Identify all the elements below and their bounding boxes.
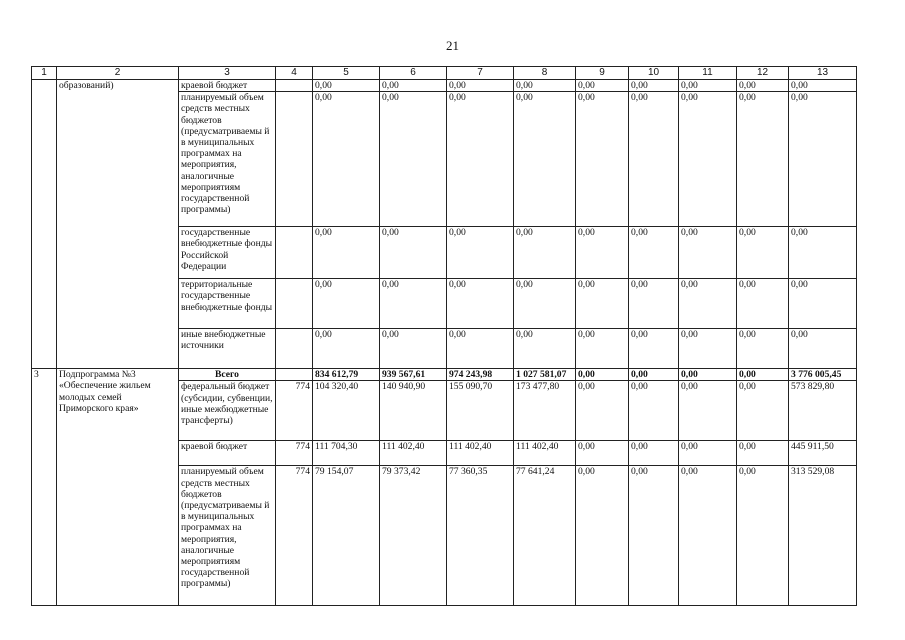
col-header: 3: [179, 67, 276, 80]
page-number: 21: [446, 38, 459, 53]
amount-cell: 0,00: [679, 381, 737, 441]
amount-cell: 0,00: [629, 381, 679, 441]
amount-cell: 173 477,80: [514, 381, 576, 441]
amount-cell: 0,00: [380, 80, 447, 92]
amount-cell: 0,00: [576, 466, 629, 606]
amount-cell: 0,00: [514, 80, 576, 92]
funding-source: территориальные государственные внебюджетные фонды: [179, 279, 276, 329]
amount-cell: 0,00: [514, 227, 576, 279]
col-header: 12: [737, 67, 789, 80]
amount-cell: 0,00: [576, 381, 629, 441]
funding-source: иные внебюджетные источники: [179, 329, 276, 369]
agency-code: 774: [276, 381, 313, 441]
amount-cell: 0,00: [629, 369, 679, 381]
amount-cell: 0,00: [313, 279, 380, 329]
amount-cell: 834 612,79: [313, 369, 380, 381]
col-header: 5: [313, 67, 380, 80]
amount-cell: 140 940,90: [380, 381, 447, 441]
amount-cell: 77 360,35: [447, 466, 514, 606]
amount-cell: 3 776 005,45: [789, 369, 857, 381]
agency-code: 774: [276, 441, 313, 466]
amount-cell: 0,00: [737, 279, 789, 329]
amount-cell: 79 154,07: [313, 466, 380, 606]
amount-cell: 111 402,40: [380, 441, 447, 466]
amount-cell: 0,00: [679, 227, 737, 279]
amount-cell: 313 529,08: [789, 466, 857, 606]
amount-cell: 0,00: [380, 329, 447, 369]
amount-cell: 0,00: [737, 227, 789, 279]
agency-code: [276, 329, 313, 369]
amount-cell: 0,00: [629, 329, 679, 369]
amount-cell: 974 243,98: [447, 369, 514, 381]
amount-cell: 111 704,30: [313, 441, 380, 466]
table-row: [32, 369, 857, 381]
amount-cell: 0,00: [629, 279, 679, 329]
amount-cell: 155 090,70: [447, 381, 514, 441]
amount-cell: 0,00: [737, 80, 789, 92]
amount-cell: 0,00: [789, 92, 857, 227]
table-row: [32, 80, 857, 92]
amount-cell: 573 829,80: [789, 381, 857, 441]
amount-cell: 0,00: [576, 441, 629, 466]
amount-cell: 0,00: [313, 227, 380, 279]
amount-cell: 0,00: [737, 381, 789, 441]
header-row: [32, 67, 857, 80]
amount-cell: 111 402,40: [447, 441, 514, 466]
amount-cell: 0,00: [737, 329, 789, 369]
col-header: 2: [57, 67, 179, 80]
amount-cell: 0,00: [576, 279, 629, 329]
agency-code: [276, 369, 313, 381]
amount-cell: 0,00: [380, 92, 447, 227]
amount-cell: 0,00: [313, 92, 380, 227]
amount-cell: 0,00: [789, 279, 857, 329]
amount-cell: 0,00: [576, 227, 629, 279]
col-header: 10: [629, 67, 679, 80]
amount-cell: 0,00: [447, 227, 514, 279]
amount-cell: 0,00: [313, 329, 380, 369]
amount-cell: 0,00: [737, 466, 789, 606]
agency-code: [276, 80, 313, 92]
amount-cell: 0,00: [447, 92, 514, 227]
amount-cell: 0,00: [576, 92, 629, 227]
amount-cell: 0,00: [679, 92, 737, 227]
col-header: 11: [679, 67, 737, 80]
amount-cell: 0,00: [679, 279, 737, 329]
col-header: 13: [789, 67, 857, 80]
amount-cell: 0,00: [514, 279, 576, 329]
amount-cell: 1 027 581,07: [514, 369, 576, 381]
amount-cell: 0,00: [629, 466, 679, 606]
agency-code: [276, 227, 313, 279]
amount-cell: 0,00: [576, 329, 629, 369]
funding-source: государственные внебюджетные фонды Российской Федерации: [179, 227, 276, 279]
program-name: Подпрограмма №3 «Обеспечение жильем молодых семей Приморского края»: [57, 369, 179, 606]
amount-cell: 939 567,61: [380, 369, 447, 381]
amount-cell: 0,00: [789, 227, 857, 279]
col-header: 1: [32, 67, 57, 80]
amount-cell: 0,00: [576, 369, 629, 381]
amount-cell: 0,00: [576, 80, 629, 92]
program-name: образований): [57, 80, 179, 369]
funding-source: федеральный бюджет (субсидии, субвенции, иные межбюджетные трансферты): [179, 381, 276, 441]
amount-cell: 0,00: [629, 441, 679, 466]
amount-cell: 79 373,42: [380, 466, 447, 606]
agency-code: [276, 279, 313, 329]
amount-cell: 0,00: [629, 80, 679, 92]
amount-cell: 0,00: [380, 279, 447, 329]
amount-cell: 0,00: [679, 369, 737, 381]
amount-cell: 0,00: [447, 329, 514, 369]
amount-cell: 0,00: [447, 80, 514, 92]
amount-cell: 0,00: [380, 227, 447, 279]
col-header: 9: [576, 67, 629, 80]
funding-source: планируемый объем средств местных бюджетов (предусматриваемы й в муниципальных программах на мероприятия, аналогичные мероприятиям государственной программы): [179, 92, 276, 227]
amount-cell: 0,00: [447, 279, 514, 329]
amount-cell: 104 320,40: [313, 381, 380, 441]
amount-cell: 0,00: [629, 92, 679, 227]
funding-source: планируемый объем средств местных бюджетов (предусматриваемы й в муниципальных программах на мероприятия, аналогичные мероприятиям государственной программы): [179, 466, 276, 606]
amount-cell: 445 911,50: [789, 441, 857, 466]
amount-cell: 0,00: [514, 329, 576, 369]
amount-cell: 0,00: [514, 92, 576, 227]
agency-code: [276, 92, 313, 227]
amount-cell: 0,00: [679, 466, 737, 606]
amount-cell: 0,00: [737, 441, 789, 466]
amount-cell: 77 641,24: [514, 466, 576, 606]
funding-source: краевой бюджет: [179, 80, 276, 92]
agency-code: 774: [276, 466, 313, 606]
row-number: [32, 80, 57, 369]
funding-source: Всего: [179, 369, 276, 381]
amount-cell: 0,00: [737, 369, 789, 381]
funding-source: краевой бюджет: [179, 441, 276, 466]
row-number: 3: [32, 369, 57, 606]
col-header: 6: [380, 67, 447, 80]
amount-cell: 0,00: [629, 227, 679, 279]
col-header: 4: [276, 67, 313, 80]
budget-table: [31, 66, 857, 606]
amount-cell: 111 402,40: [514, 441, 576, 466]
amount-cell: 0,00: [679, 329, 737, 369]
col-header: 7: [447, 67, 514, 80]
amount-cell: 0,00: [679, 80, 737, 92]
col-header: 8: [514, 67, 576, 80]
amount-cell: 0,00: [313, 80, 380, 92]
amount-cell: 0,00: [789, 329, 857, 369]
amount-cell: 0,00: [789, 80, 857, 92]
amount-cell: 0,00: [737, 92, 789, 227]
amount-cell: 0,00: [679, 441, 737, 466]
